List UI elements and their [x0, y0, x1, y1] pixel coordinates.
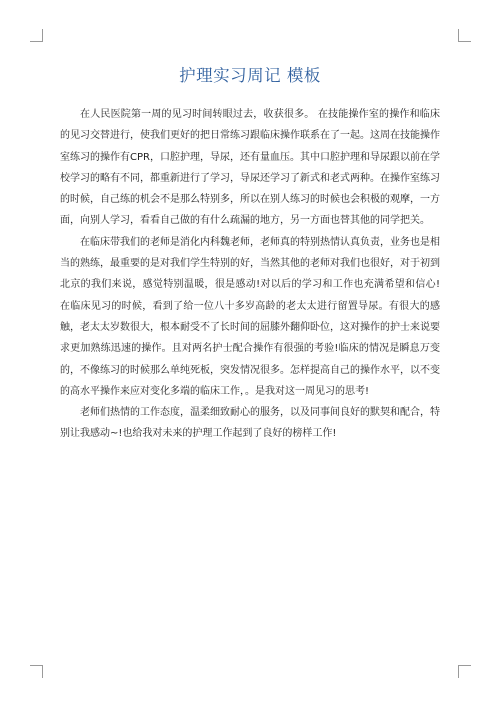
paragraph-1: 在人民医院第一周的见习时间转眼过去，收获很多。 在技能操作室的操作和临床的见习交替进行，使我们更好的把日常练习跟临床操作联系在了一起。这周在技能操作室练习的操作有CPR，口腔护理，导尿，还有量血压。其中口腔护理和导尿跟以前在学校学习的略有不同，都重新进行了学习，导尿还学习了新式和老式两种。在操作室练习的时候，自己练的机会不是那么特别多，所以在别人练习的时候也会积极的观摩，一方面，向别人学习，看看自己做的有什么疏漏的地方，另一方面也替其他的同学把关。 — [60, 109, 440, 227]
paragraph-2: 在临床带我们的老师是消化内科魏老师，老师真的特别热情认真负责，业务也是相当的熟练，最重要的是对我们学生特别的好，当然其他的老师对我们也很好，对于初到北京的我们来说，感觉特别温暖，很是感动!对以后的学习和工作也充满希望和信心! 在临床见习的时候，看到了给一位八十多岁高龄的老太太进行留置导尿。有很大的感触，老太太岁数很大，根本耐受不了长时间的屈膝外翻仰卧位，这对操作的护士来说要求更加熟练迅速的操作。且对两名护士配合操作有很强的考验!临床的情况是瞬息万变的，不像练习的时候那么单纯死板，突发情况很多。怎样提高自己的操作水平，以不变的高水平操作来应对变化多端的临床工作，。是我对这一周见习的思考! — [60, 236, 440, 397]
crop-mark-top-left — [30, 29, 43, 42]
crop-mark-bottom-right — [458, 665, 471, 678]
document-body — [60, 104, 440, 445]
crop-mark-bottom-left — [30, 665, 43, 678]
crop-mark-top-right — [458, 29, 471, 42]
document-title: 护理实习周记 模板 — [179, 66, 321, 85]
paragraph-3: 老师们热情的工作态度，温柔细致耐心的服务，以及同事间良好的默契和配合，特别让我感动~!也给我对未来的护理工作起到了良好的榜样工作! — [60, 407, 440, 440]
